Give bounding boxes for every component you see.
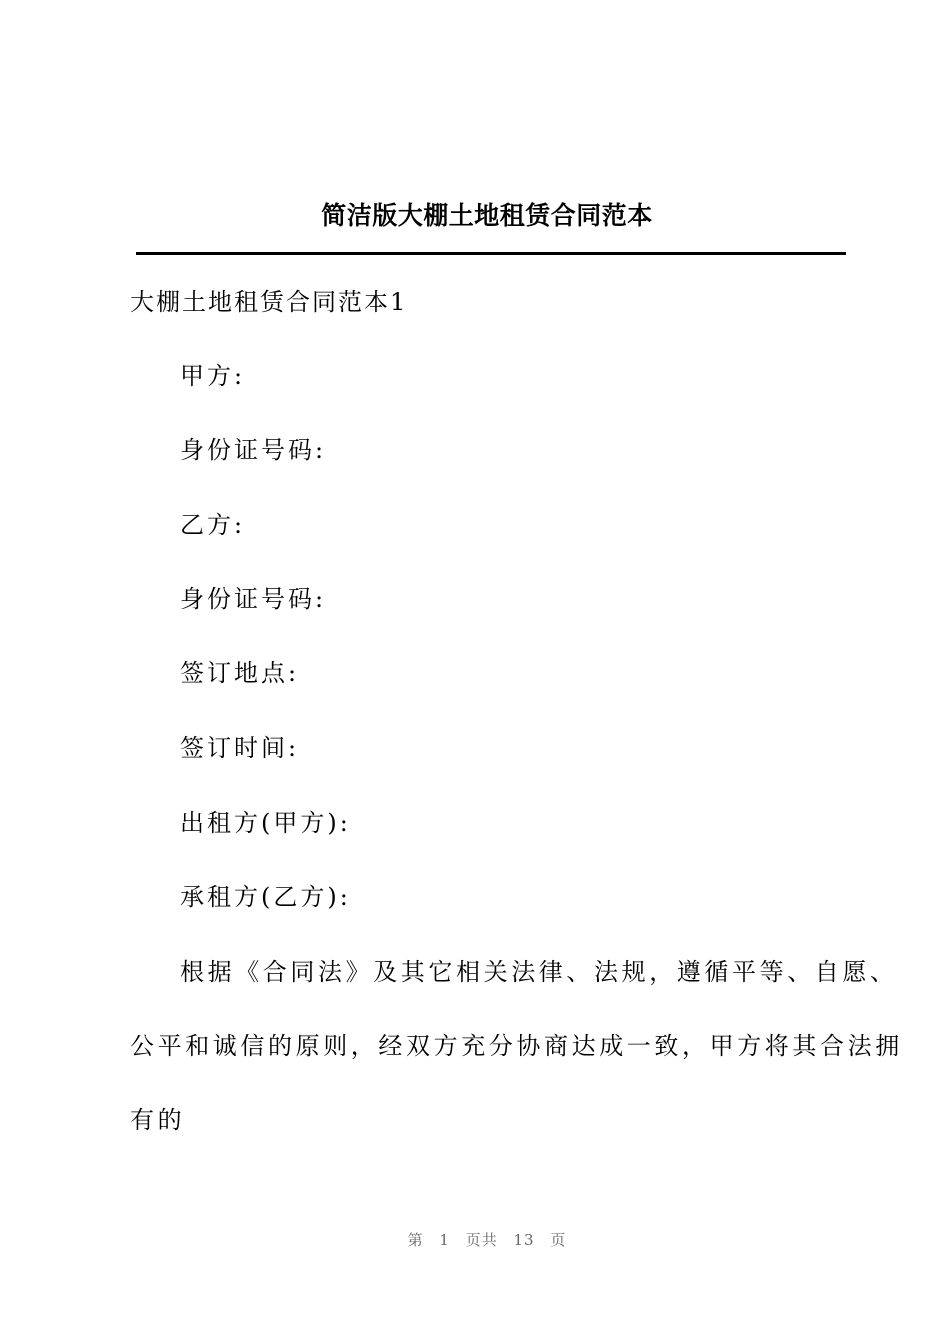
page-footer: 第 1 页共 13 页 [407, 1231, 567, 1249]
document-title: 简洁版大棚土地租赁合同范本 [321, 201, 653, 230]
field-lessor: 出租方(甲方): [180, 809, 351, 837]
field-party-a-id: 身份证号码: [180, 436, 327, 464]
section-title: 大棚土地租赁合同范本1 [130, 288, 408, 316]
paragraph-line-1: 根据《合同法》及其它相关法律、法规，遵循平等、自愿、 [180, 958, 898, 986]
title-underline [136, 252, 846, 255]
field-party-b-id: 身份证号码: [180, 585, 327, 613]
paragraph-line-2: 公平和诚信的原则，经双方充分协商达成一致，甲方将其合法拥 [130, 1032, 903, 1060]
field-signing-time: 签订时间: [180, 734, 300, 762]
field-lessee: 承租方(乙方): [180, 883, 351, 911]
field-signing-place: 签订地点: [180, 659, 300, 687]
field-party-a: 甲方: [180, 362, 246, 390]
paragraph-line-3: 有的 [130, 1106, 186, 1134]
field-party-b: 乙方: [180, 511, 246, 539]
